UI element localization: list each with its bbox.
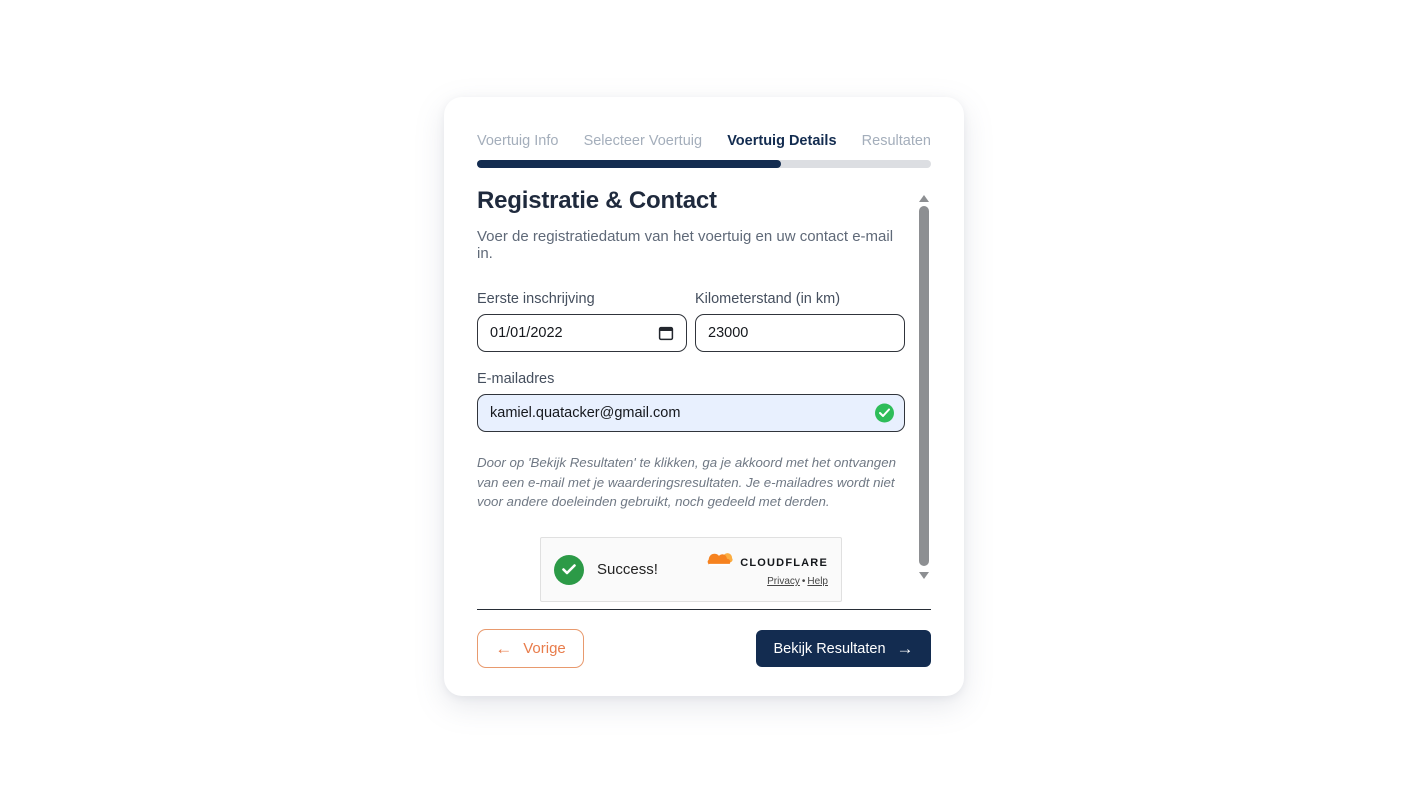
registration-date-field <box>477 291 687 352</box>
tab-selecteer-voertuig[interactable]: Selecteer Voertuig <box>583 133 703 149</box>
progress-bar-track <box>477 160 931 168</box>
footer-divider <box>477 609 931 610</box>
email-label: E-mailadres <box>477 371 555 387</box>
email-valid-check-icon <box>875 404 894 423</box>
turnstile-privacy-link[interactable]: Privacy <box>767 576 800 588</box>
page-title: Registratie & Contact <box>477 187 717 214</box>
footer-actions <box>477 629 931 668</box>
scrollbar-track[interactable] <box>919 206 929 568</box>
email-input[interactable] <box>477 394 905 432</box>
left-arrow-icon: ← <box>495 639 513 658</box>
previous-button[interactable] <box>477 629 584 668</box>
consent-disclaimer: Door op 'Bekijk Resultaten' te klikken, ga je akkoord met het ontvangen van een e-mail met je waarderingsresultaten. Je e-mailadres wordt niet voor andere doeleinden gebruikt, noch gedeeld met derden. <box>477 455 896 510</box>
mileage-input[interactable] <box>695 314 905 352</box>
registration-date-input[interactable] <box>477 314 687 352</box>
registration-date-value: 01/01/2022 <box>490 325 563 341</box>
step-tabs <box>477 133 931 149</box>
right-arrow-icon: → <box>896 639 914 658</box>
registration-date-label: Eerste inschrijving <box>477 291 595 307</box>
cloudflare-logo-icon <box>702 552 736 574</box>
cloudflare-wordmark: CLOUDFLARE <box>740 557 828 570</box>
wizard-card <box>444 97 964 696</box>
vertical-scrollbar[interactable] <box>917 195 931 579</box>
progress-bar-fill <box>477 160 781 168</box>
scrollbar-thumb[interactable] <box>919 206 929 566</box>
scrollbar-down-arrow-icon[interactable] <box>919 572 929 579</box>
turnstile-status-text: Success! <box>597 561 658 579</box>
previous-button-label: Vorige <box>523 640 566 657</box>
mileage-label: Kilometerstand (in km) <box>695 291 841 307</box>
mileage-field <box>695 291 905 352</box>
tab-voertuig-details[interactable]: Voertuig Details <box>727 133 837 149</box>
scrollbar-up-arrow-icon[interactable] <box>919 195 929 202</box>
cloudflare-turnstile-widget[interactable] <box>540 537 842 602</box>
link-separator: • <box>801 576 806 588</box>
page-subtitle: Voer de registratiedatum van het voertuig en uw contact e-mail in. <box>477 228 894 262</box>
cloudflare-brand <box>702 552 828 587</box>
form-scroll-region <box>477 187 931 587</box>
turnstile-success-check-icon <box>554 555 584 585</box>
view-results-button[interactable] <box>756 630 931 667</box>
view-results-button-label: Bekijk Resultaten <box>773 640 886 657</box>
tab-resultaten[interactable]: Resultaten <box>861 133 931 149</box>
email-field <box>477 371 905 432</box>
turnstile-links <box>767 576 828 587</box>
turnstile-help-link[interactable]: Help <box>807 576 828 588</box>
tab-voertuig-info[interactable]: Voertuig Info <box>477 133 559 149</box>
fields-row <box>477 291 905 352</box>
calendar-icon[interactable] <box>658 325 674 341</box>
